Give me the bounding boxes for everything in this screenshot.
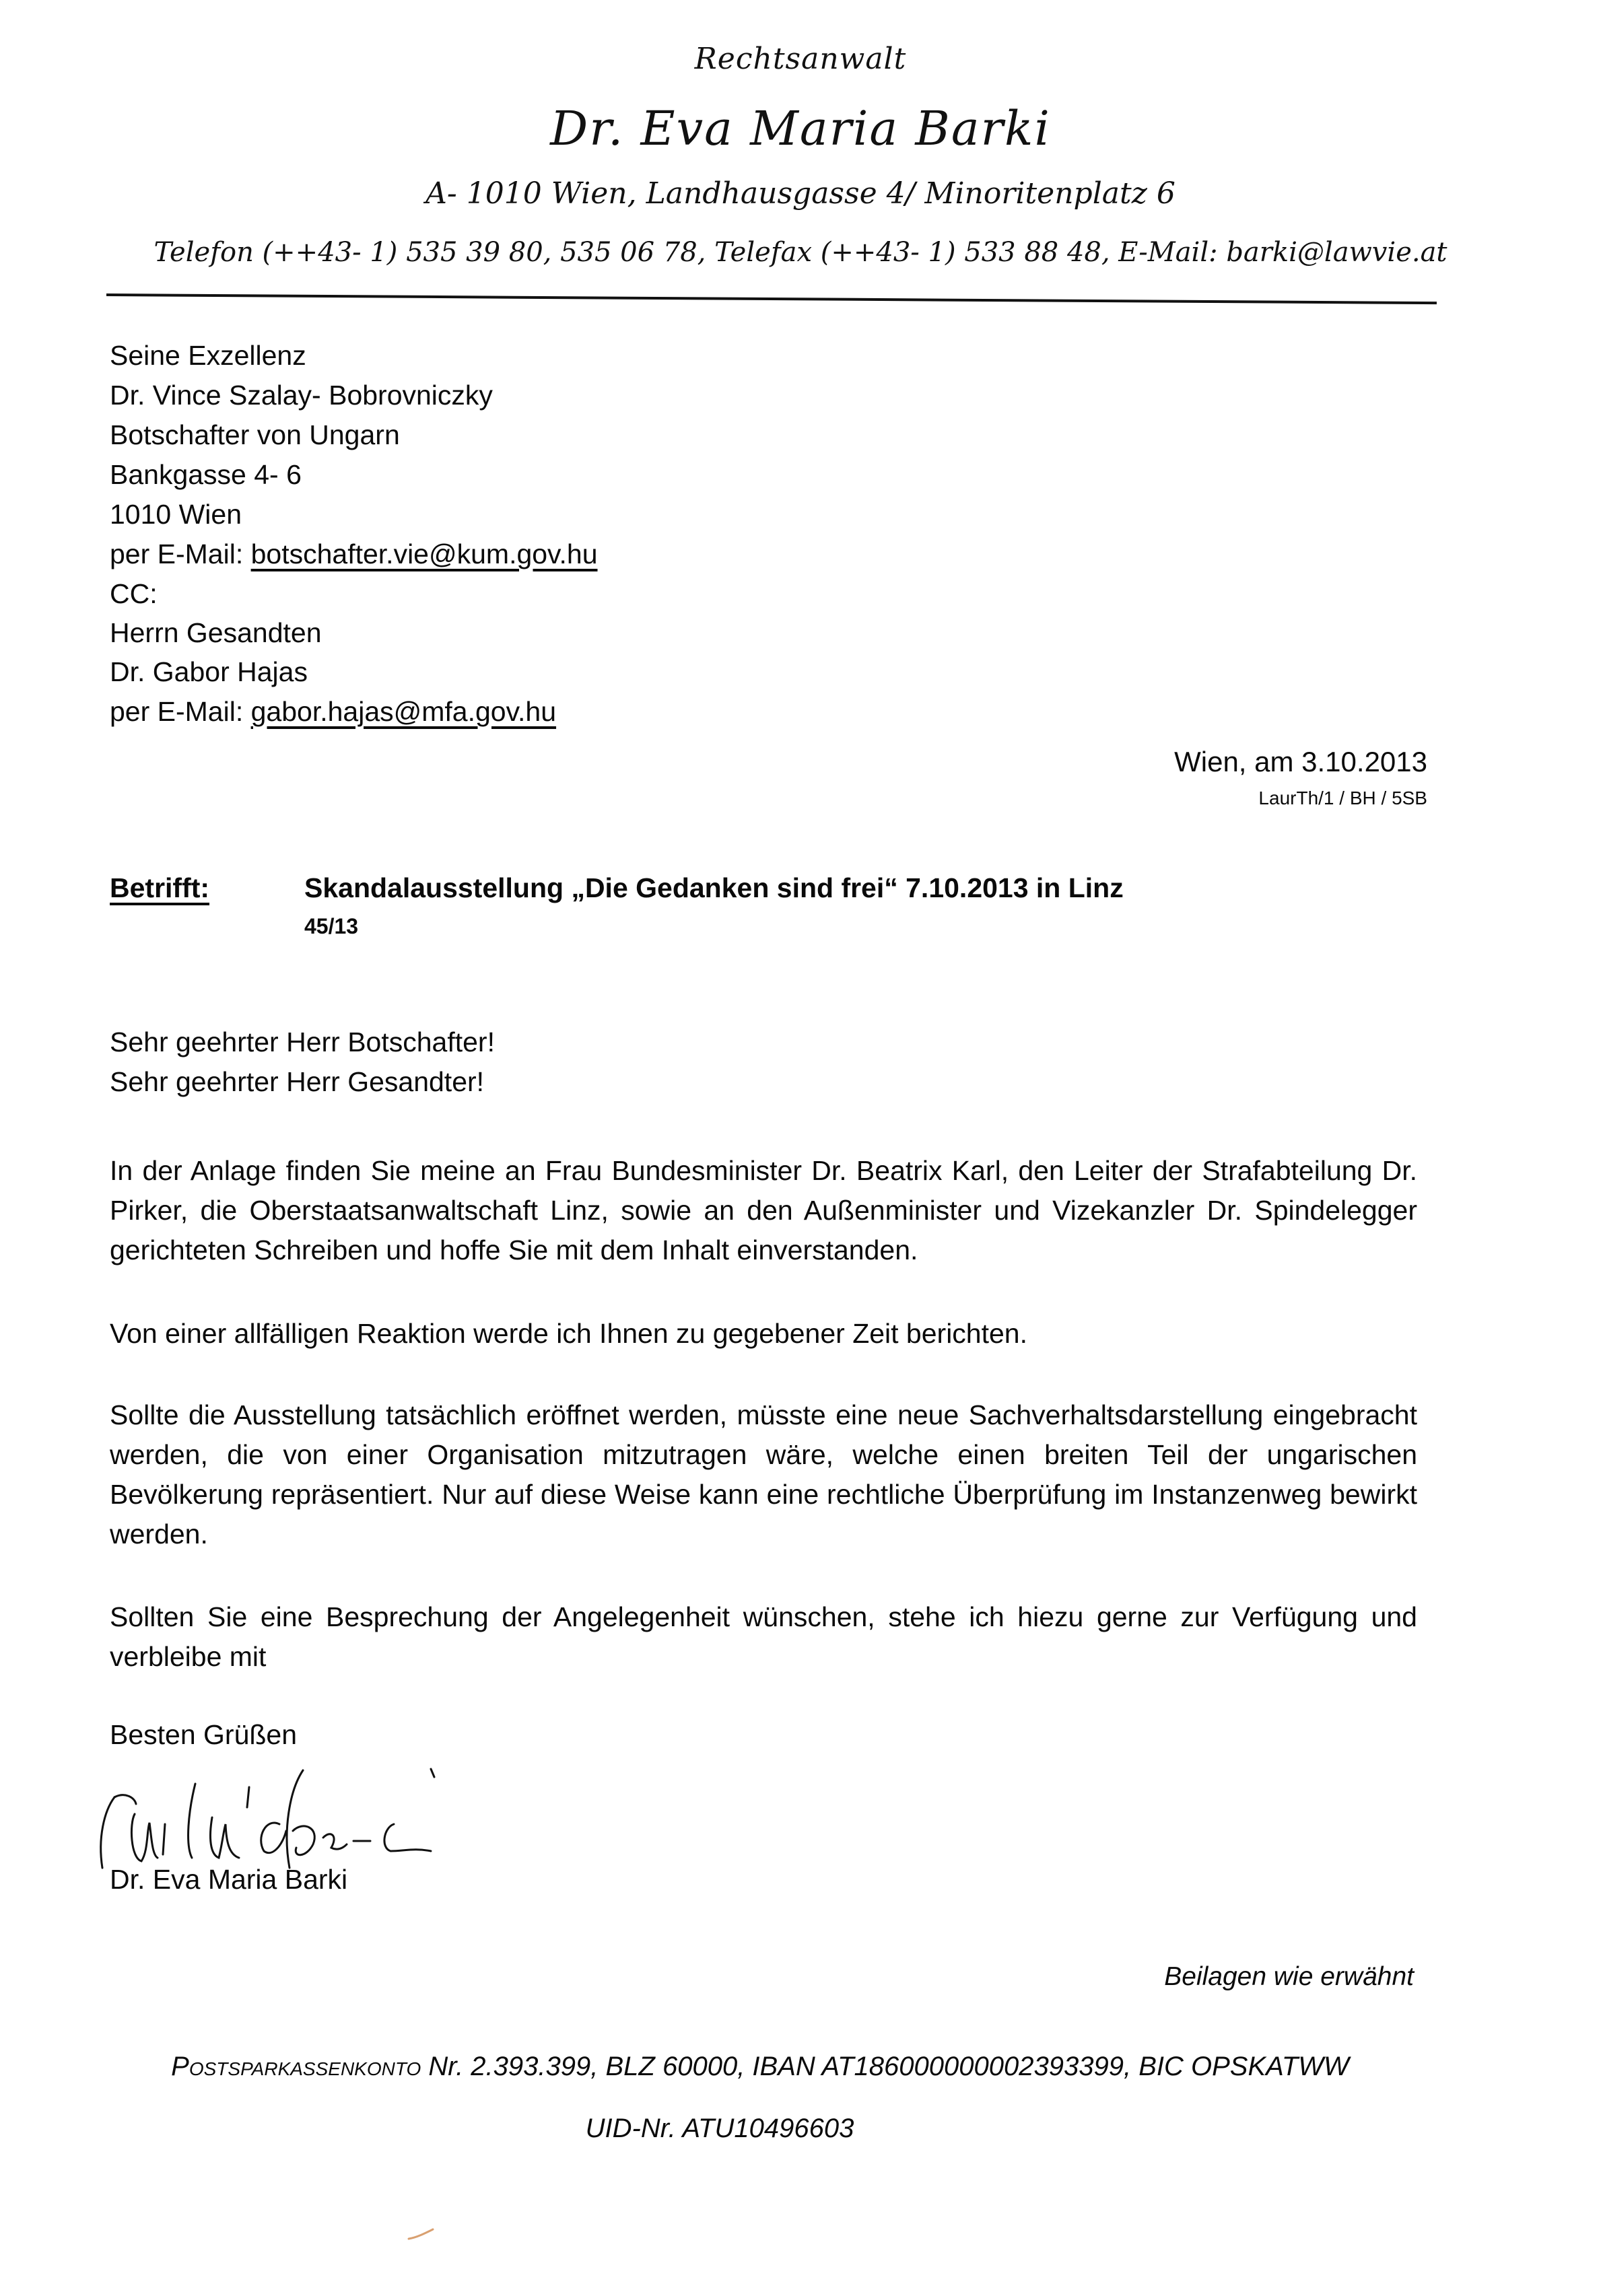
- cc-line: Herrn Gesandten: [110, 617, 322, 648]
- recipient-email-row: [110, 538, 598, 569]
- cc-email-label: per E-Mail:: [110, 696, 251, 727]
- footer-uid-value: ATU10496603: [682, 2114, 854, 2143]
- date-line: Wien, am 3.10.2013: [1174, 746, 1427, 777]
- reference-code: LaurTh/1 / BH / 5SB: [1258, 788, 1427, 808]
- letterhead-divider: [106, 293, 1437, 304]
- recipient-line: Botschafter von Ungarn: [110, 419, 400, 450]
- subject-file-number: 45/13: [304, 914, 359, 938]
- recipient-line: Dr. Vince Szalay- Bobrovniczky: [110, 380, 493, 411]
- subject-text: Skandalausstellung „Die Gedanken sind frei“ 7.10.2013 in Linz: [304, 872, 1124, 903]
- footer-bank-label: Postsparkassenkonto: [171, 2052, 421, 2081]
- closing-greeting: Besten Grüßen: [110, 1719, 298, 1750]
- recipient-email-link[interactable]: botschafter.vie@kum.gov.hu: [250, 538, 598, 569]
- cc-email-link[interactable]: gabor.hajas@mfa.gov.hu: [250, 696, 557, 727]
- recipient-line: Seine Exzellenz: [110, 340, 306, 371]
- letterhead-name: Dr. Eva Maria Barki: [550, 101, 1051, 156]
- scan-artifact-mark: [407, 2228, 434, 2240]
- letterhead-contact: Telefon (++43- 1) 535 39 80, 535 06 78, Telefax (++43- 1) 533 88 48, E-Mail: barki@lawvie.at: [154, 237, 1447, 268]
- footer-bank-numbers: Nr. 2.393.399, BLZ 60000, IBAN AT186000000002393399, BIC OPSKATWW: [428, 2052, 1349, 2081]
- recipient-line: 1010 Wien: [110, 499, 242, 530]
- footer-uid: [0, 2114, 1520, 2144]
- footer-bank-details: [0, 2052, 1561, 2082]
- body-paragraph: Sollte die Ausstellung tatsächlich eröffnet werden, müsste eine neue Sachverhaltsdarstellung eingebracht werden, die von einer Organisation mitzutragen wäre, welche einen breiten Teil der ungarischen Bevölkerung repräsentiert. Nur auf diese Weise kann eine rechtliche Überprüfung im Instanzenweg bewirkt werden.: [110, 1399, 1417, 1550]
- body-paragraph: Sollten Sie eine Besprechung der Angelegenheit wünschen, stehe ich hiezu gerne zur Verfügung und verbleibe mit: [110, 1601, 1417, 1672]
- salutation-line: Sehr geehrter Herr Botschafter!: [110, 1027, 495, 1057]
- cc-email-row: [110, 698, 556, 726]
- letterhead-address: A- 1010 Wien, Landhausgasse 4/ Minoritenplatz 6: [425, 176, 1176, 211]
- footer-uid-label: UID-Nr.: [585, 2114, 676, 2143]
- cc-label: CC:: [110, 578, 158, 609]
- enclosures-note: Beilagen wie erwähnt: [1164, 1962, 1414, 1991]
- recipient-line: Bankgasse 4- 6: [110, 459, 302, 490]
- subject-label: Betrifft:: [110, 872, 210, 903]
- signer-name: Dr. Eva Maria Barki: [110, 1864, 348, 1895]
- recipient-email-label: per E-Mail:: [110, 538, 251, 569]
- letterhead-title: Rechtsanwalt: [694, 42, 907, 76]
- body-paragraph: In der Anlage finden Sie meine an Frau Bundesminister Dr. Beatrix Karl, den Leiter der Strafabteilung Dr. Pirker, die Oberstaatsanwaltschaft Linz, sowie an den Außenminister und Vizekanzler Dr. Spindelegger gerichteten Schreiben und hoffe Sie mit dem Inhalt einverstanden.: [110, 1155, 1417, 1265]
- cc-line: Dr. Gabor Hajas: [110, 656, 308, 687]
- salutation-line: Sehr geehrter Herr Gesandter!: [110, 1066, 485, 1097]
- body-paragraph: Von einer allfälligen Reaktion werde ich Ihnen zu gegebener Zeit berichten.: [110, 1318, 1027, 1349]
